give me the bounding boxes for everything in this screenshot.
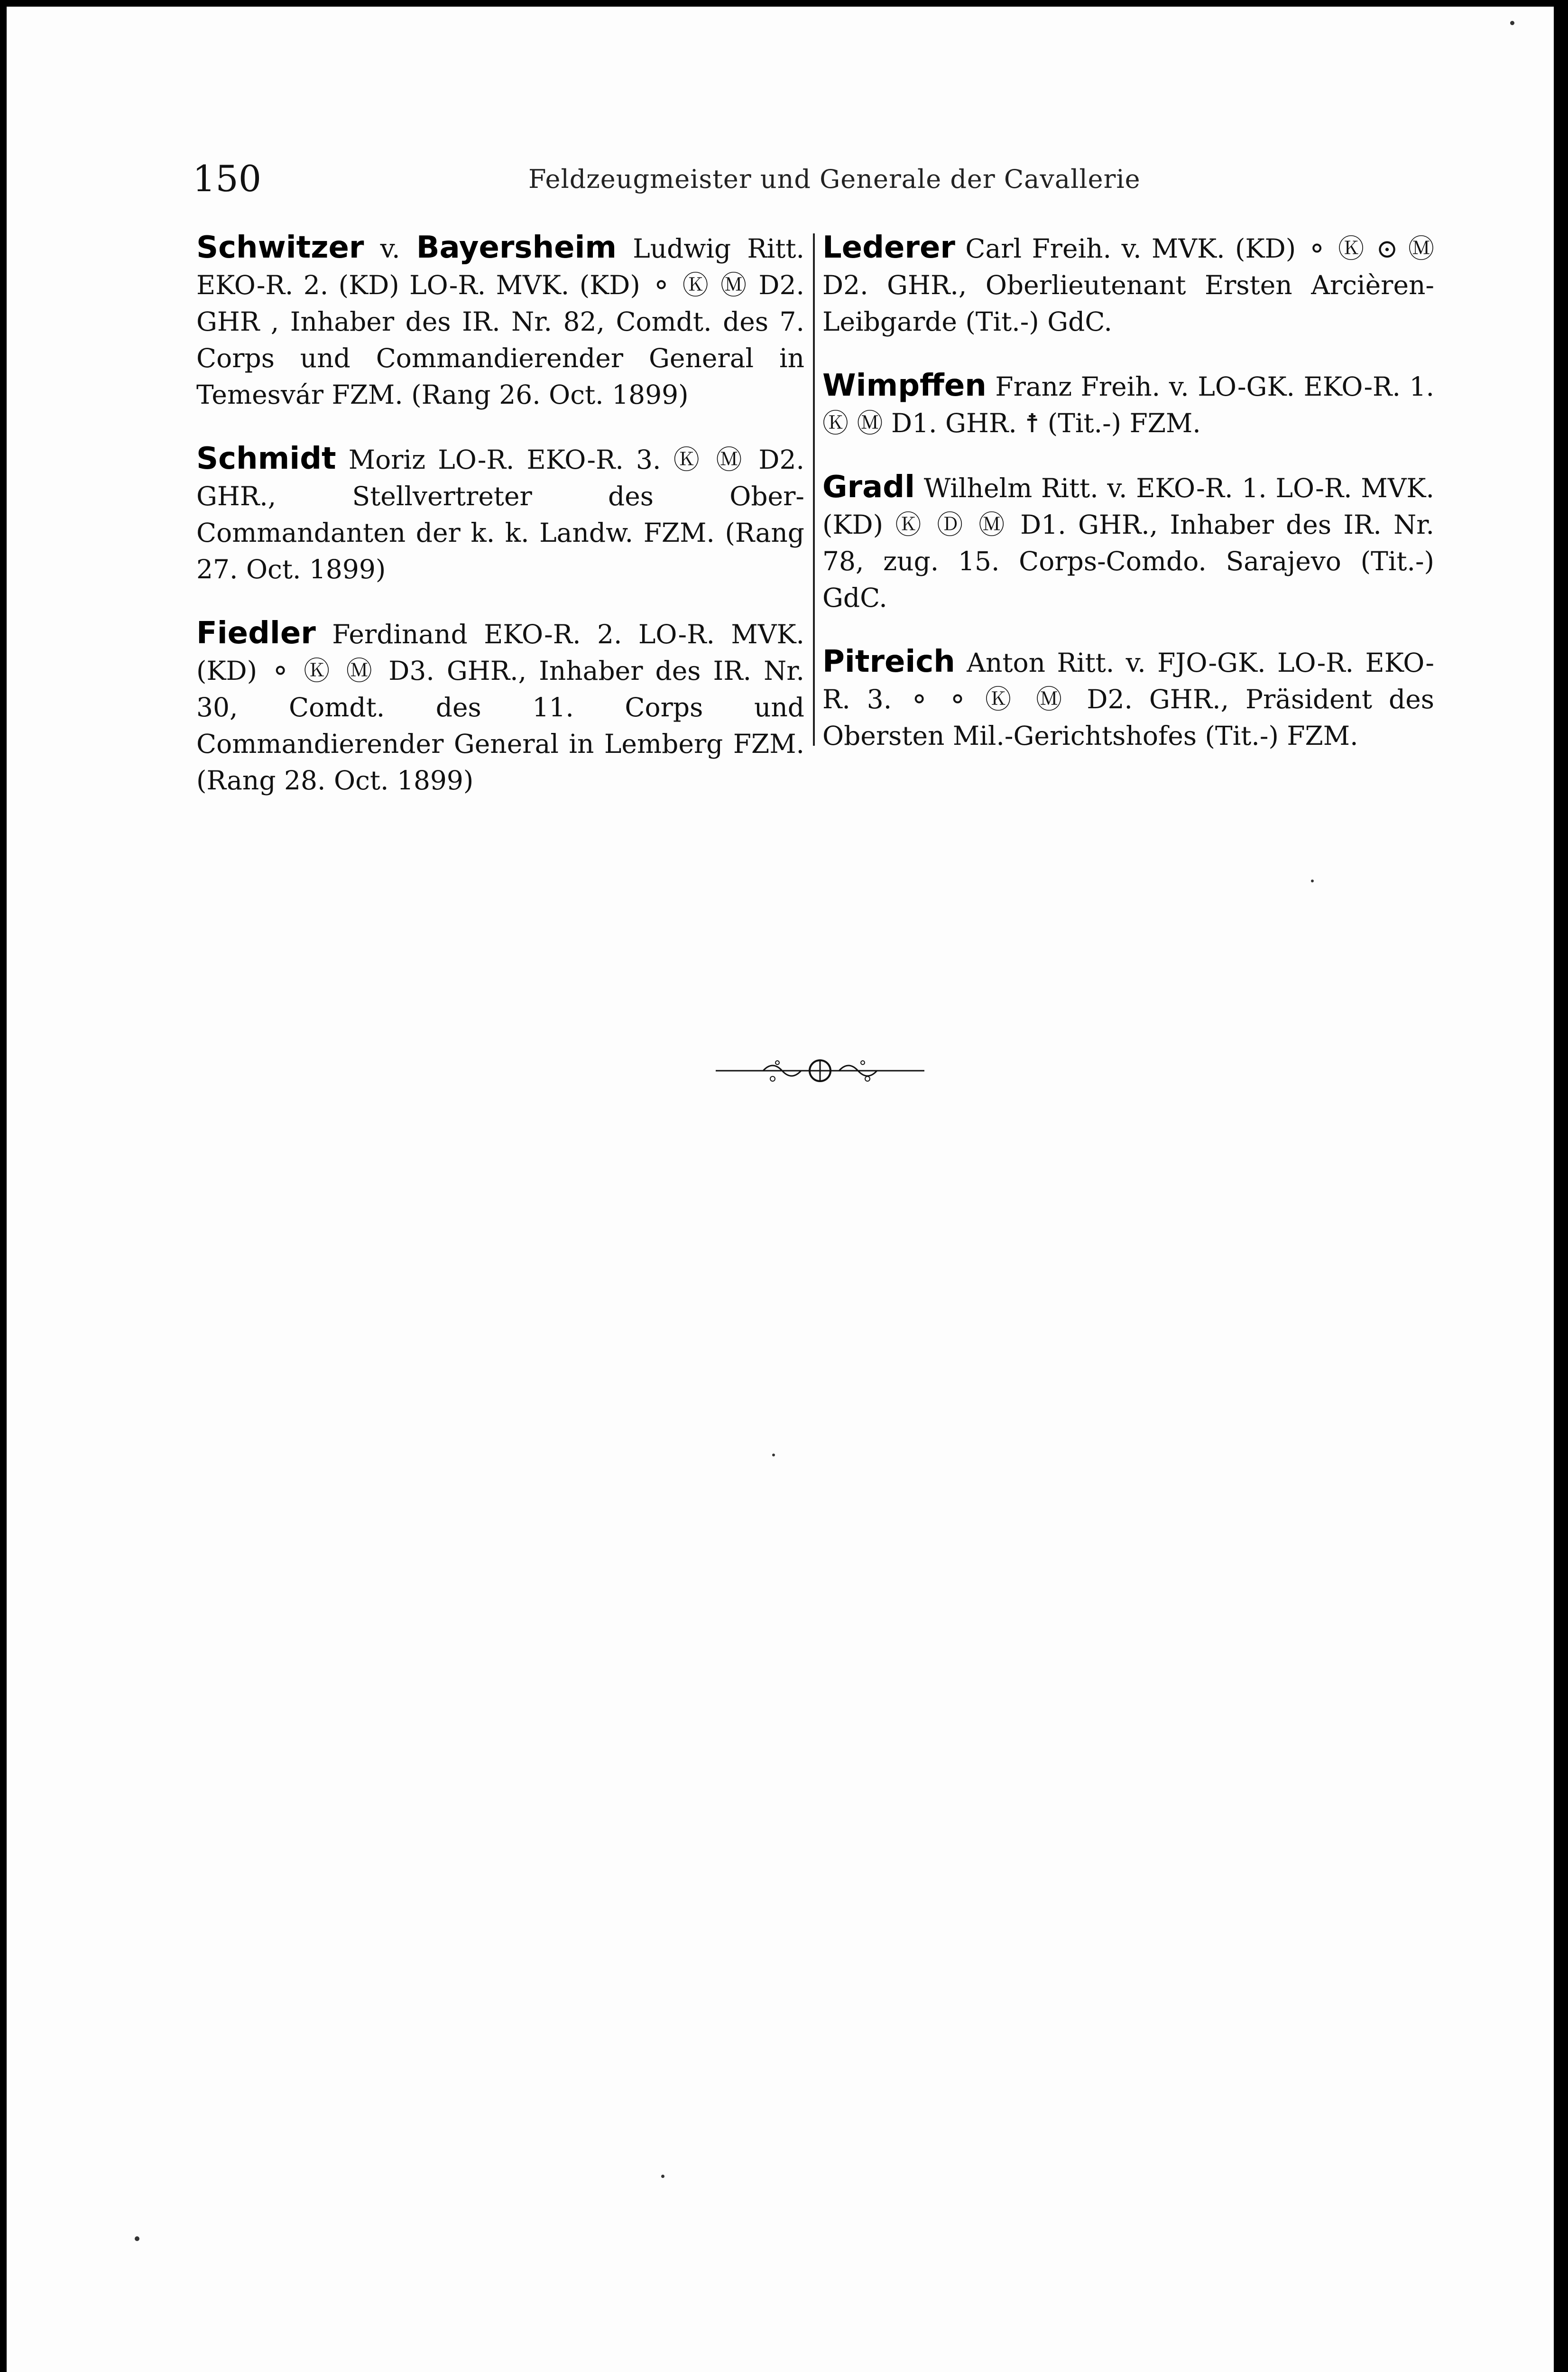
entry-fiedler xyxy=(196,615,804,799)
entry-schmidt xyxy=(196,441,804,588)
entry-pitreich xyxy=(822,644,1434,754)
entry-surname-extra: Bayersheim xyxy=(416,230,617,265)
right-column xyxy=(822,230,1434,782)
entry-body: LO-R. EKO-R. 3. Ⓚ Ⓜ D2. GHR., Stellvertreter des Ober-Commandanten der k. k. Landw. FZM. (Rang 27. Oct. 1899) xyxy=(196,445,804,584)
entry-surname: Pitreich xyxy=(822,644,955,679)
entry-gradl xyxy=(822,469,1434,616)
entry-body: EKO-R. 1. LO-R. MVK. (KD) Ⓚ Ⓓ Ⓜ D1. GHR., Inhaber des IR. Nr. 78, zug. 15. Corps-Comdo. Sarajevo (Tit.-) GdC. xyxy=(822,473,1434,613)
page-speck xyxy=(135,2236,139,2241)
entry-given-name: Franz Freih. v. xyxy=(995,371,1189,402)
entry-surname: Wimpffen xyxy=(822,368,987,403)
entry-body: EKO-R. 2. LO-R. MVK. (KD) ⚬ Ⓚ Ⓜ D3. GHR., Inhaber des IR. Nr. 30, Comdt. des 11. Corps und Commandierender General in Lemberg FZM. (Rang 28. Oct. 1899) xyxy=(196,619,805,796)
entry-surname: Schmidt xyxy=(196,441,336,476)
page-speck xyxy=(1510,21,1514,25)
entry-body: MVK. (KD) ⚬ Ⓚ ⊙ Ⓜ D2. GHR., Oberlieutenant Ersten Arcièren-Leibgarde (Tit.-) GdC. xyxy=(822,233,1435,337)
book-page xyxy=(7,7,1554,2372)
page-speck xyxy=(1311,880,1314,882)
entry-given-name: Moriz xyxy=(348,445,426,475)
end-ornament-icon xyxy=(716,1054,924,1087)
page-speck xyxy=(772,1454,775,1456)
left-column xyxy=(196,230,804,826)
entry-lederer xyxy=(822,230,1434,340)
entry-surname: Gradl xyxy=(822,470,915,505)
entry-body: LO-GK. EKO-R. 1. Ⓚ Ⓜ D1. GHR. ☨ (Tit.-) FZM. xyxy=(822,371,1434,438)
entry-body: FJO-GK. LO-R. EKO-R. 3. ⚬ ⚬ Ⓚ Ⓜ D2. GHR., Präsident des Obersten Mil.-Gerichtshofes (Tit.-) FZM. xyxy=(822,648,1434,751)
column-divider xyxy=(813,233,815,746)
entry-body: EKO-R. 2. (KD) LO-R. MVK. (KD) ⚬ Ⓚ Ⓜ D2. GHR , Inhaber des IR. Nr. 82, Comdt. des 7. Corps und Commandierender General in Temesvár FZM. (Rang 26. Oct. 1899) xyxy=(196,270,804,410)
page-number: 150 xyxy=(193,158,262,200)
page-header xyxy=(7,158,1554,210)
name-join: v. xyxy=(380,233,400,264)
entry-schwitzer xyxy=(196,230,804,413)
entry-wimpffen xyxy=(822,368,1434,442)
entry-surname: Lederer xyxy=(822,230,955,265)
running-title: Feldzeugmeister und Generale der Cavallerie xyxy=(528,164,1141,194)
entry-given-name: Carl Freih. v. xyxy=(965,233,1142,264)
entry-given-name: Ferdinand xyxy=(332,619,468,649)
page-speck xyxy=(661,2175,664,2178)
entry-given-name: Anton Ritt. v. xyxy=(967,648,1146,678)
entry-surname: Fiedler xyxy=(196,616,316,651)
entry-given-name: Wilhelm Ritt. v. xyxy=(923,473,1127,503)
entry-given-name: Ludwig Ritt. xyxy=(633,233,805,264)
entry-surname: Schwitzer xyxy=(196,230,364,265)
